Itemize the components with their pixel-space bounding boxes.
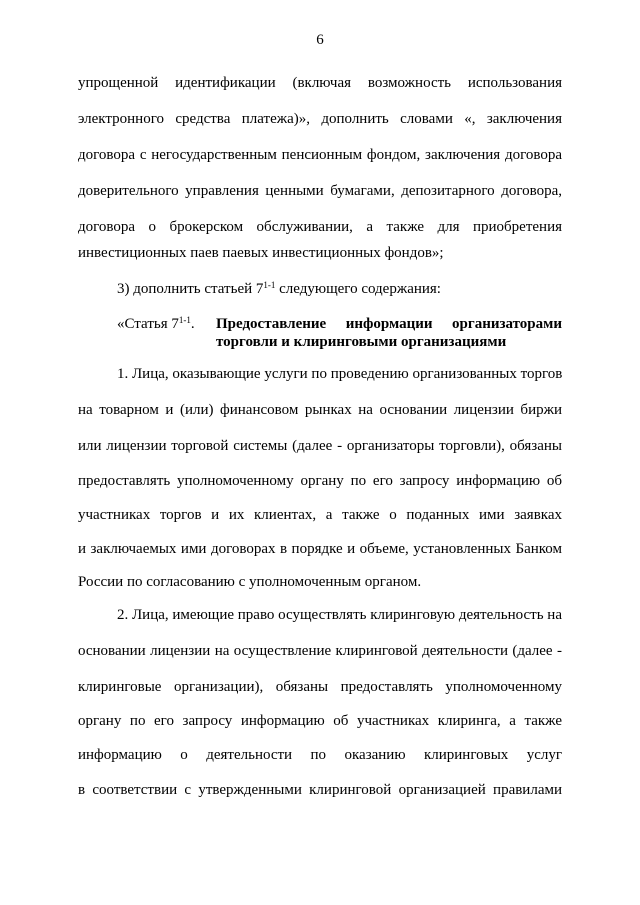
item-3-line [117, 279, 562, 299]
text-line: инвестиционных паев паевых инвестиционных фондов»; [78, 245, 444, 261]
text-line: упрощенной идентификации (включая возможность использования [78, 75, 562, 91]
article-title-line-2: торговли и клиринговыми организациями [216, 334, 507, 350]
article-label-sup: 1-1 [178, 315, 191, 325]
text-line: договора о брокерском обслуживании, а также для приобретения [78, 219, 562, 235]
para1-line: и заключаемых ими договорах в порядке и объеме, установленных Банком [78, 541, 562, 557]
para1-line: 1. Лица, оказывающие услуги по проведению организованных торгов [117, 366, 563, 382]
article-title-line-1: Предоставление информации организаторами [216, 316, 562, 332]
para2-line: информацию о деятельности по оказанию клиринговых услуг [78, 747, 562, 763]
item-3-prefix: 3) дополнить статьей 7 [117, 281, 264, 297]
para1-line: России по согласованию с уполномоченным органом. [78, 574, 422, 590]
para2-line: клиринговые организации), обязаны предоставлять уполномоченному [78, 679, 562, 695]
para1-line: или лицензии торговой системы (далее - организаторы торговли), обязаны [78, 438, 562, 454]
text-line: электронного средства платежа)», дополнить словами «, заключения [78, 111, 562, 127]
text-line: договора с негосударственным пенсионным фондом, заключения договора [78, 147, 562, 163]
para1-line: предоставлять уполномоченному органу по его запросу информацию об [78, 473, 562, 489]
para1-line: на товарном и (или) финансовом рынках на основании лицензии биржи [78, 402, 562, 418]
article-label-prefix: «Статья 7 [117, 316, 179, 332]
para1-line: участниках торгов и их клиентах, а также о поданных ими заявках [78, 507, 562, 523]
page-number: 6 [316, 32, 324, 48]
para2-line: 2. Лица, имеющие право осуществлять клиринговую деятельность на [117, 607, 562, 623]
text-line: доверительного управления ценными бумагами, депозитарного договора, [78, 183, 562, 199]
item-3-sup: 1-1 [263, 280, 276, 290]
para2-line: основании лицензии на осуществление клиринговой деятельности (далее - [78, 643, 562, 659]
item-3-suffix: следующего содержания: [275, 281, 441, 297]
para2-line: органу по его запросу информацию об участниках клиринга, а также [78, 713, 562, 729]
article-label [117, 314, 195, 334]
para2-line: в соответствии с утвержденными клиринговой организацией правилами [78, 782, 562, 798]
article-label-suffix: . [190, 316, 195, 332]
